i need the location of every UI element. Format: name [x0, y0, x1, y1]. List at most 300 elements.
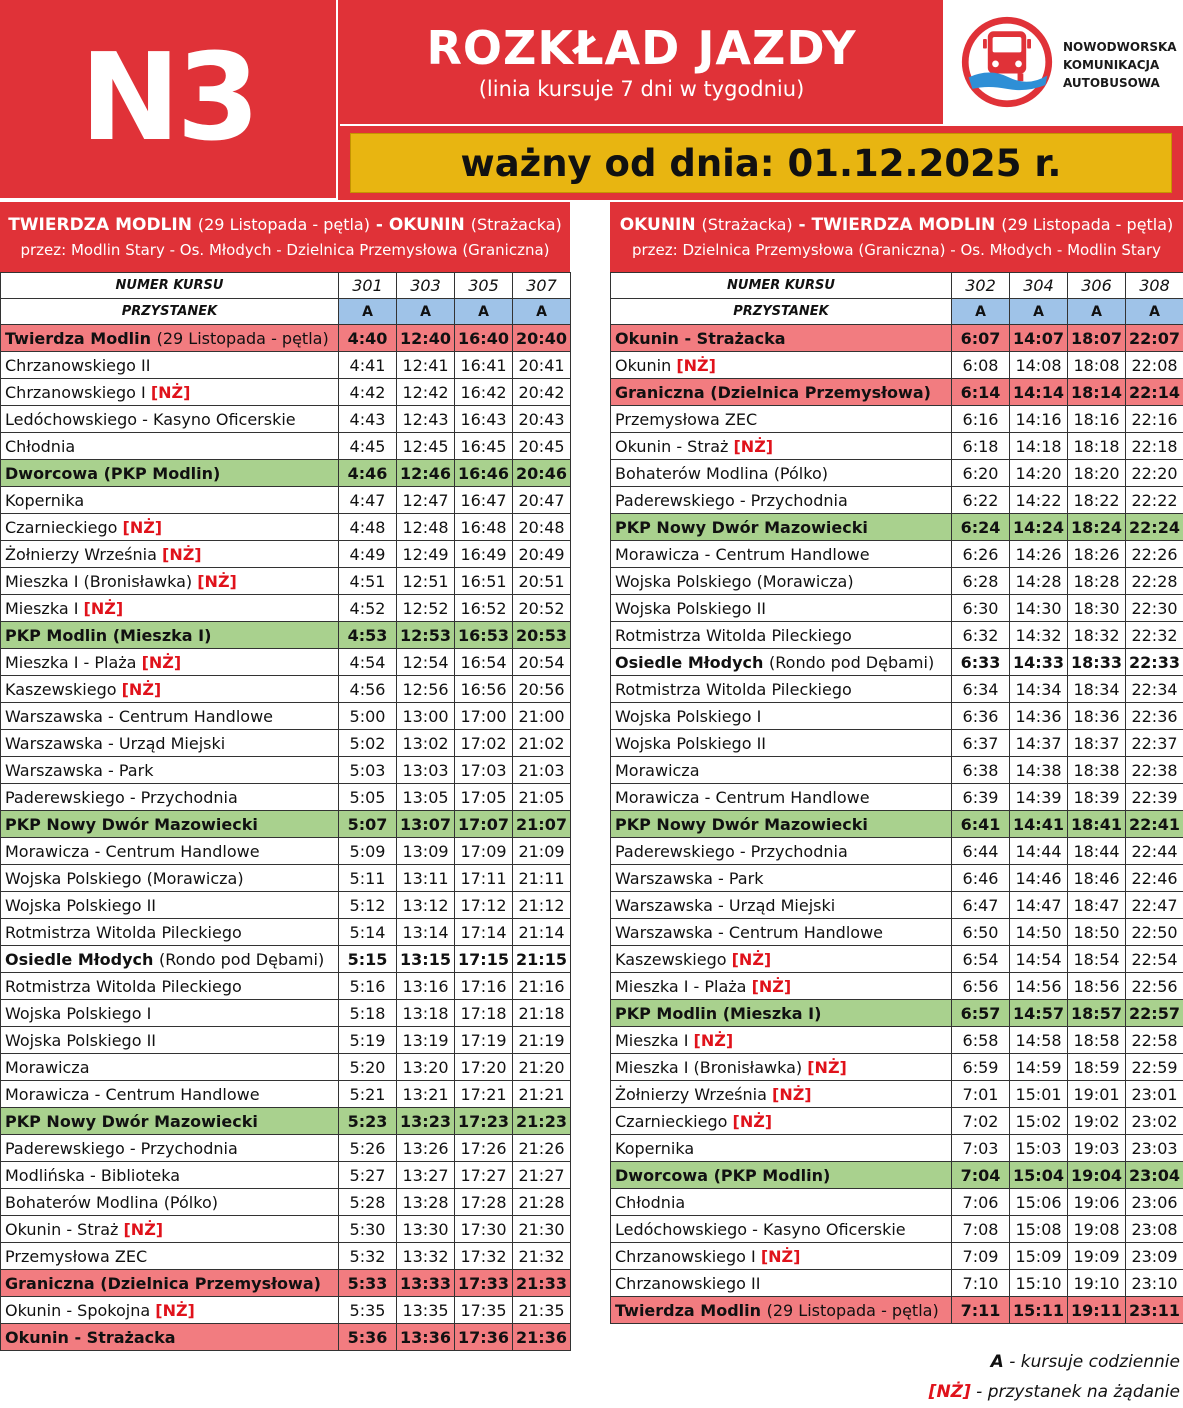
departure-time: 5:21	[339, 1081, 397, 1108]
departure-time: 22:39	[1126, 784, 1183, 811]
stop-label: Wojska Polskiego I	[615, 706, 762, 726]
departure-time: 19:09	[1068, 1243, 1126, 1270]
departure-time: 13:28	[397, 1189, 455, 1216]
departure-time: 14:54	[1010, 946, 1068, 973]
stop-label: Rotmistrza Witolda Pileckiego	[615, 679, 852, 699]
course-number-row	[611, 273, 1183, 299]
departure-time: 18:46	[1068, 865, 1126, 892]
departure-time: 14:50	[1010, 919, 1068, 946]
departure-time: 17:11	[455, 865, 513, 892]
stop-name	[1, 811, 339, 838]
departure-time: 13:15	[397, 946, 455, 973]
course-number: 308	[1126, 273, 1183, 299]
departure-time: 22:32	[1126, 622, 1183, 649]
departure-time: 6:59	[952, 1054, 1010, 1081]
departure-time: 17:03	[455, 757, 513, 784]
departure-time: 21:30	[513, 1216, 571, 1243]
departure-time: 7:06	[952, 1189, 1010, 1216]
stop-label: Ledóchowskiego - Kasyno Oficerskie	[5, 409, 296, 429]
departure-time: 21:32	[513, 1243, 571, 1270]
stop-row	[1, 946, 571, 973]
stop-label: Wojska Polskiego (Morawicza)	[5, 868, 244, 888]
departure-time: 18:38	[1068, 757, 1126, 784]
stop-detail: (Rondo pod Dębami)	[769, 652, 935, 672]
departure-time: 21:18	[513, 1000, 571, 1027]
departure-time: 13:19	[397, 1027, 455, 1054]
departure-time: 18:56	[1068, 973, 1126, 1000]
departure-time: 6:50	[952, 919, 1010, 946]
stop-row	[611, 1270, 1183, 1297]
departure-time: 6:54	[952, 946, 1010, 973]
departure-time: 21:14	[513, 919, 571, 946]
stop-detail: (Rondo pod Dębami)	[159, 949, 325, 969]
departure-time: 17:30	[455, 1216, 513, 1243]
validity-banner	[350, 133, 1172, 193]
stop-name	[611, 433, 952, 460]
departure-time: 13:27	[397, 1162, 455, 1189]
departure-time: 20:52	[513, 595, 571, 622]
departure-time: 18:33	[1068, 649, 1126, 676]
stop-name	[611, 811, 952, 838]
route-to-detail: (29 Listopada - pętla)	[1001, 215, 1174, 234]
stop-name	[611, 1216, 952, 1243]
stop-row	[611, 541, 1183, 568]
departure-time: 18:32	[1068, 622, 1126, 649]
stop-label: Kaszewskiego	[5, 679, 117, 699]
departure-time: 16:49	[455, 541, 513, 568]
title-box	[340, 0, 943, 126]
departure-time: 16:46	[455, 460, 513, 487]
stop-name	[611, 892, 952, 919]
stop-name	[611, 730, 952, 757]
stop-label: Mieszka I - Plaża	[5, 652, 137, 672]
stop-name	[1, 1054, 339, 1081]
stop-label: Chrzanowskiego I	[615, 1246, 756, 1266]
departure-time: 23:04	[1126, 1162, 1183, 1189]
departure-time: 6:58	[952, 1027, 1010, 1054]
stop-row	[611, 730, 1183, 757]
stop-label: Mieszka I	[5, 598, 79, 618]
stop-name	[1, 1189, 339, 1216]
departure-time: 12:45	[397, 433, 455, 460]
departure-time: 7:01	[952, 1081, 1010, 1108]
stop-row	[1, 379, 571, 406]
departure-time: 13:36	[397, 1324, 455, 1351]
stop-label: Warszawska - Park	[615, 868, 764, 888]
departure-time: 14:57	[1010, 1000, 1068, 1027]
stop-name	[611, 1027, 952, 1054]
stop-label: Warszawska - Park	[5, 760, 154, 780]
departure-time: 22:08	[1126, 352, 1183, 379]
stop-name	[1, 865, 339, 892]
stop-label: PKP Nowy Dwór Mazowiecki	[615, 814, 868, 834]
departure-time: 22:36	[1126, 703, 1183, 730]
departure-time: 18:44	[1068, 838, 1126, 865]
departure-time: 4:51	[339, 568, 397, 595]
departure-time: 5:16	[339, 973, 397, 1000]
stop-name	[1, 784, 339, 811]
departure-time: 6:07	[952, 325, 1010, 352]
departure-time: 21:27	[513, 1162, 571, 1189]
stop-row	[611, 649, 1183, 676]
departure-time: 21:36	[513, 1324, 571, 1351]
stop-label: Żołnierzy Września	[5, 544, 157, 564]
company-name-line: KOMUNIKACJA	[1063, 58, 1160, 72]
departure-time: 18:08	[1068, 352, 1126, 379]
departure-time: 4:41	[339, 352, 397, 379]
course-number: 303	[397, 273, 455, 299]
departure-time: 4:46	[339, 460, 397, 487]
stop-label: Graniczna (Dzielnica Przemysłowa)	[5, 1273, 321, 1293]
stop-label: Paderewskiego - Przychodnia	[5, 1138, 238, 1158]
stop-row	[1, 1216, 571, 1243]
stop-label: Twierdza Modlin	[615, 1300, 762, 1320]
stop-label: Warszawska - Urząd Miejski	[615, 895, 836, 915]
stop-row	[611, 703, 1183, 730]
stop-row	[611, 460, 1183, 487]
stop-label: Czarnieckiego	[615, 1111, 728, 1131]
stop-name	[1, 433, 339, 460]
stop-name	[611, 1162, 952, 1189]
route-to: OKUNIN	[388, 215, 465, 235]
stop-name	[1, 1135, 339, 1162]
stop-row	[611, 568, 1183, 595]
stop-row	[611, 487, 1183, 514]
stop-label: Okunin - Spokojna	[5, 1300, 151, 1320]
stop-name	[611, 1189, 952, 1216]
stop-row	[1, 865, 571, 892]
stop-label: Graniczna (Dzielnica Przemysłowa)	[615, 382, 931, 402]
stop-row	[1, 919, 571, 946]
stop-label: Przemysłowa ZEC	[5, 1246, 148, 1266]
departure-time: 22:57	[1126, 1000, 1183, 1027]
route-header-right	[610, 202, 1183, 272]
stop-row	[611, 1081, 1183, 1108]
on-request-badge: [NŻ]	[155, 1300, 195, 1320]
stop-name	[611, 1108, 952, 1135]
valid-from-text: ważny od dnia: 01.12.2025 r.	[460, 141, 1062, 185]
departure-time: 18:37	[1068, 730, 1126, 757]
departure-time: 5:26	[339, 1135, 397, 1162]
departure-time: 5:14	[339, 919, 397, 946]
departure-time: 22:28	[1126, 568, 1183, 595]
departure-time: 21:19	[513, 1027, 571, 1054]
stop-label: Chrzanowskiego II	[615, 1273, 761, 1293]
departure-time: 5:35	[339, 1297, 397, 1324]
departure-time: 20:53	[513, 622, 571, 649]
departure-time: 13:21	[397, 1081, 455, 1108]
departure-time: 6:41	[952, 811, 1010, 838]
stop-label: Mieszka I - Plaża	[615, 976, 747, 996]
route-via: przez: Dzielnica Przemysłowa (Graniczna) - Os. Młodych - Modlin Stary	[631, 241, 1162, 259]
stop-row	[611, 622, 1183, 649]
departure-time: 17:16	[455, 973, 513, 1000]
stop-name	[1, 487, 339, 514]
departure-time: 6:28	[952, 568, 1010, 595]
departure-time: 7:02	[952, 1108, 1010, 1135]
stop-label: Warszawska - Centrum Handlowe	[5, 706, 273, 726]
departure-time: 21:11	[513, 865, 571, 892]
stop-row	[1, 1243, 571, 1270]
stop-row	[1, 460, 571, 487]
departure-time: 6:56	[952, 973, 1010, 1000]
stop-row	[1, 487, 571, 514]
stop-name	[611, 1243, 952, 1270]
line-number-box	[0, 0, 338, 200]
departure-time: 21:28	[513, 1189, 571, 1216]
course-number-label: NUMER KURSU	[1, 273, 339, 299]
departure-time: 15:06	[1010, 1189, 1068, 1216]
course-number: 302	[952, 273, 1010, 299]
stop-label: Wojska Polskiego II	[5, 895, 156, 915]
departure-time: 19:01	[1068, 1081, 1126, 1108]
stop-row	[611, 379, 1183, 406]
departure-time: 12:52	[397, 595, 455, 622]
stop-row	[611, 1216, 1183, 1243]
departure-time: 15:11	[1010, 1297, 1068, 1324]
departure-time: 14:18	[1010, 433, 1068, 460]
departure-time: 5:00	[339, 703, 397, 730]
departure-time: 18:54	[1068, 946, 1126, 973]
stop-row	[1, 1108, 571, 1135]
departure-time: 13:07	[397, 811, 455, 838]
day-type: A	[952, 299, 1010, 325]
departure-time: 5:11	[339, 865, 397, 892]
stop-label: Morawicza - Centrum Handlowe	[5, 1084, 260, 1104]
departure-time: 6:14	[952, 379, 1010, 406]
stop-label: Paderewskiego - Przychodnia	[615, 841, 848, 861]
departure-time: 16:45	[455, 433, 513, 460]
departure-time: 15:04	[1010, 1162, 1068, 1189]
stop-label: Wojska Polskiego II	[5, 1030, 156, 1050]
departure-time: 12:53	[397, 622, 455, 649]
departure-time: 4:45	[339, 433, 397, 460]
stop-label: Morawicza - Centrum Handlowe	[5, 841, 260, 861]
departure-time: 15:08	[1010, 1216, 1068, 1243]
stop-row	[611, 1027, 1183, 1054]
stop-label: PKP Nowy Dwór Mazowiecki	[5, 814, 258, 834]
day-type: A	[1126, 299, 1183, 325]
departure-time: 14:32	[1010, 622, 1068, 649]
departure-time: 14:30	[1010, 595, 1068, 622]
departure-time: 17:36	[455, 1324, 513, 1351]
departure-time: 22:20	[1126, 460, 1183, 487]
departure-time: 19:02	[1068, 1108, 1126, 1135]
departure-time: 6:16	[952, 406, 1010, 433]
departure-time: 21:05	[513, 784, 571, 811]
stop-row	[611, 1243, 1183, 1270]
departure-time: 14:59	[1010, 1054, 1068, 1081]
departure-time: 17:21	[455, 1081, 513, 1108]
stop-label: Mieszka I	[615, 1030, 689, 1050]
stop-row	[611, 892, 1183, 919]
departure-time: 22:07	[1126, 325, 1183, 352]
stop-name	[611, 514, 952, 541]
departure-time: 4:56	[339, 676, 397, 703]
departure-time: 22:50	[1126, 919, 1183, 946]
departure-time: 23:10	[1126, 1270, 1183, 1297]
stop-name	[611, 838, 952, 865]
departure-time: 6:18	[952, 433, 1010, 460]
departure-time: 6:32	[952, 622, 1010, 649]
departure-time: 18:50	[1068, 919, 1126, 946]
route-via: przez: Modlin Stary - Os. Młodych - Dzielnica Przemysłowa (Graniczna)	[20, 241, 550, 259]
stop-row	[1, 1297, 571, 1324]
course-number: 306	[1068, 273, 1126, 299]
stop-row	[611, 973, 1183, 1000]
stop-label: Dworcowa (PKP Modlin)	[5, 463, 221, 483]
departure-time: 7:09	[952, 1243, 1010, 1270]
departure-time: 14:46	[1010, 865, 1068, 892]
stop-row	[1, 676, 571, 703]
departure-time: 6:44	[952, 838, 1010, 865]
bus-logo-icon	[959, 14, 1055, 110]
stop-name	[611, 865, 952, 892]
on-request-badge: [NŻ]	[197, 571, 237, 591]
day-type: A	[513, 299, 571, 325]
departure-time: 19:10	[1068, 1270, 1126, 1297]
course-number: 301	[339, 273, 397, 299]
departure-time: 22:38	[1126, 757, 1183, 784]
departure-time: 4:54	[339, 649, 397, 676]
departure-time: 22:33	[1126, 649, 1183, 676]
stop-row	[611, 325, 1183, 352]
day-type: A	[455, 299, 513, 325]
departure-time: 17:12	[455, 892, 513, 919]
on-request-badge: [NŻ]	[733, 436, 774, 456]
stop-row	[1, 730, 571, 757]
departure-time: 15:10	[1010, 1270, 1068, 1297]
day-type: A	[1010, 299, 1068, 325]
departure-time: 17:19	[455, 1027, 513, 1054]
departure-time: 20:40	[513, 325, 571, 352]
departure-time: 13:09	[397, 838, 455, 865]
company-logo	[943, 0, 1183, 126]
departure-time: 19:11	[1068, 1297, 1126, 1324]
stop-name	[1, 622, 339, 649]
departure-time: 12:40	[397, 325, 455, 352]
stop-label: Czarnieckiego	[5, 517, 118, 537]
departure-time: 6:26	[952, 541, 1010, 568]
departure-time: 21:35	[513, 1297, 571, 1324]
stop-row	[1, 1135, 571, 1162]
stop-name	[1, 1027, 339, 1054]
departure-time: 14:47	[1010, 892, 1068, 919]
header	[0, 0, 1183, 200]
stop-label: Okunin - Straż	[615, 436, 729, 456]
departure-time: 22:30	[1126, 595, 1183, 622]
stop-row	[1, 1027, 571, 1054]
departure-time: 17:33	[455, 1270, 513, 1297]
stop-row	[611, 514, 1183, 541]
departure-time: 6:57	[952, 1000, 1010, 1027]
departure-time: 23:03	[1126, 1135, 1183, 1162]
course-number: 307	[513, 273, 571, 299]
stop-name	[1, 1324, 339, 1351]
departure-time: 13:35	[397, 1297, 455, 1324]
stop-label: PKP Nowy Dwór Mazowiecki	[615, 517, 868, 537]
departure-time: 22:26	[1126, 541, 1183, 568]
departure-time: 4:47	[339, 487, 397, 514]
departure-time: 21:20	[513, 1054, 571, 1081]
departure-time: 22:56	[1126, 973, 1183, 1000]
departure-time: 18:20	[1068, 460, 1126, 487]
departure-time: 20:48	[513, 514, 571, 541]
stop-label: Chrzanowskiego I	[5, 382, 146, 402]
departure-time: 5:32	[339, 1243, 397, 1270]
departure-time: 13:20	[397, 1054, 455, 1081]
stop-row	[1, 703, 571, 730]
departure-time: 21:00	[513, 703, 571, 730]
departure-time: 17:27	[455, 1162, 513, 1189]
stop-row	[1, 595, 571, 622]
stop-name	[1, 595, 339, 622]
departure-time: 18:16	[1068, 406, 1126, 433]
departure-time: 21:26	[513, 1135, 571, 1162]
departure-time: 12:42	[397, 379, 455, 406]
stop-label: Paderewskiego - Przychodnia	[5, 787, 238, 807]
departure-time: 15:09	[1010, 1243, 1068, 1270]
departure-time: 7:08	[952, 1216, 1010, 1243]
departure-time: 17:00	[455, 703, 513, 730]
departure-time: 13:26	[397, 1135, 455, 1162]
departure-time: 12:41	[397, 352, 455, 379]
departure-time: 16:42	[455, 379, 513, 406]
departure-time: 12:48	[397, 514, 455, 541]
departure-time: 5:23	[339, 1108, 397, 1135]
departure-time: 21:02	[513, 730, 571, 757]
departure-time: 17:18	[455, 1000, 513, 1027]
stop-name	[1, 892, 339, 919]
stop-row	[611, 352, 1183, 379]
departure-time: 19:04	[1068, 1162, 1126, 1189]
departure-time: 16:47	[455, 487, 513, 514]
stop-row	[1, 1270, 571, 1297]
departure-time: 17:05	[455, 784, 513, 811]
departure-time: 5:36	[339, 1324, 397, 1351]
stop-name	[1, 379, 339, 406]
on-request-badge: [NŻ]	[122, 517, 163, 537]
stop-row	[1, 973, 571, 1000]
departure-time: 18:57	[1068, 1000, 1126, 1027]
departure-time: 12:51	[397, 568, 455, 595]
stop-label: Kopernika	[5, 490, 85, 510]
stop-label: Chłodnia	[5, 436, 76, 456]
departure-time: 13:14	[397, 919, 455, 946]
departure-time: 18:26	[1068, 541, 1126, 568]
departure-time: 15:03	[1010, 1135, 1068, 1162]
stop-label: Kaszewskiego	[615, 949, 727, 969]
stop-label: Okunin - Strażacka	[5, 1327, 176, 1347]
stop-name	[611, 595, 952, 622]
departure-time: 5:27	[339, 1162, 397, 1189]
departure-time: 5:02	[339, 730, 397, 757]
stop-row	[1, 514, 571, 541]
departure-time: 14:37	[1010, 730, 1068, 757]
departure-time: 21:21	[513, 1081, 571, 1108]
stop-row	[1, 811, 571, 838]
departure-time: 16:53	[455, 622, 513, 649]
departure-time: 16:43	[455, 406, 513, 433]
stop-name	[611, 325, 952, 352]
stop-label: Okunin - Strażacka	[615, 328, 786, 348]
stop-row	[1, 1081, 571, 1108]
departure-time: 15:02	[1010, 1108, 1068, 1135]
stop-name	[1, 406, 339, 433]
stop-name	[1, 1108, 339, 1135]
departure-time: 4:40	[339, 325, 397, 352]
route-title	[0, 215, 570, 235]
